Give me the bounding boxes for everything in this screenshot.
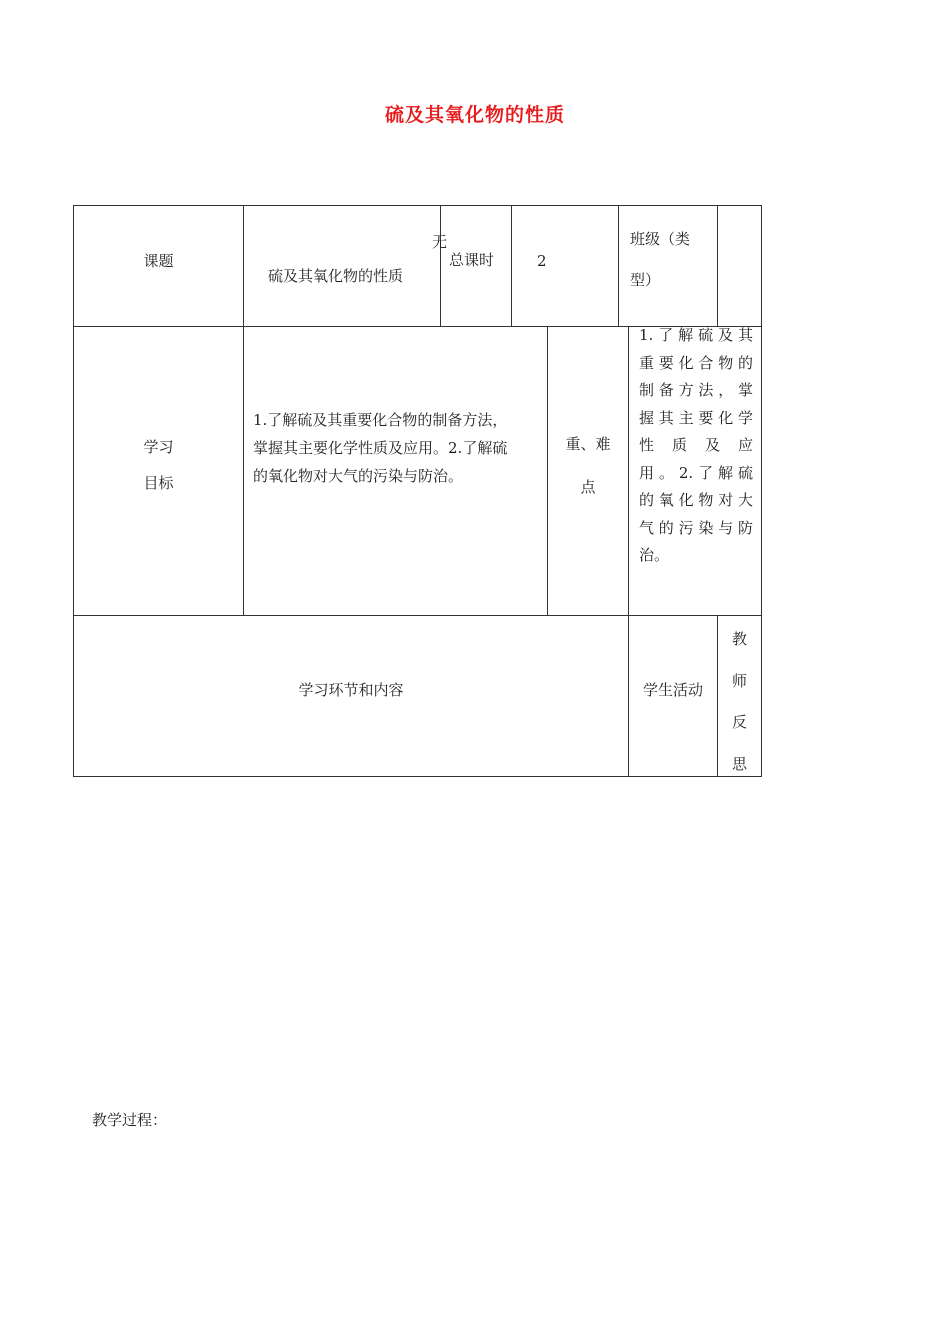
key-text-line: 性 质 及 应 bbox=[639, 436, 753, 454]
key-points-label-line2: 点 bbox=[580, 478, 596, 496]
table-border-right bbox=[761, 205, 762, 777]
key-text-line: 制备方法，掌 bbox=[639, 381, 753, 399]
reflection-char: 师 bbox=[731, 671, 747, 690]
column-separator bbox=[243, 205, 244, 327]
key-text-line: 重要化合物的 bbox=[639, 353, 753, 372]
key-text-line: 握其主要化学 bbox=[639, 408, 753, 427]
goal-text-line: 的氧化物对大气的污染与防治。 bbox=[253, 467, 464, 485]
key-text-line: 1.了解硫及其 bbox=[639, 326, 753, 344]
reflection-char: 思 bbox=[731, 754, 747, 773]
key-text-line: 气的污染与防 bbox=[639, 518, 753, 537]
topic-value: 硫及其氧化物的性质 bbox=[268, 267, 404, 285]
document-title: 硫及其氧化物的性质 bbox=[384, 104, 565, 126]
row-separator bbox=[73, 615, 762, 616]
goal-label-line2: 目标 bbox=[143, 474, 174, 492]
column-separator bbox=[440, 205, 441, 327]
goal-text bbox=[253, 406, 541, 490]
column-separator bbox=[547, 326, 548, 616]
column-separator bbox=[618, 205, 619, 327]
key-text-line: 用。2.了解硫 bbox=[639, 463, 753, 482]
hours-value: 2 bbox=[537, 252, 547, 270]
activity-label: 学生活动 bbox=[642, 681, 703, 699]
topic-label: 课题 bbox=[143, 252, 174, 270]
reflection-label bbox=[718, 619, 761, 785]
key-points-text bbox=[639, 322, 753, 570]
key-text-line: 治。 bbox=[639, 546, 670, 564]
none-mark: 无 bbox=[432, 233, 448, 251]
reflection-char: 教 bbox=[731, 630, 747, 648]
goal-label-line1: 学习 bbox=[143, 438, 174, 456]
content-label: 学习环节和内容 bbox=[298, 681, 404, 699]
column-separator bbox=[717, 205, 718, 327]
key-text-line: 的氧化物对大 bbox=[639, 491, 753, 509]
table-border-bottom bbox=[73, 776, 762, 777]
class-label-line1: 班级（类 bbox=[630, 230, 691, 248]
column-separator bbox=[511, 205, 512, 327]
column-separator bbox=[628, 326, 629, 616]
column-separator bbox=[243, 326, 244, 616]
teaching-process-label: 教学过程： bbox=[92, 1111, 168, 1129]
table-border-top bbox=[73, 205, 762, 206]
key-points-label-line1: 重、难 bbox=[565, 435, 611, 453]
class-label-line2: 型） bbox=[630, 271, 661, 289]
hours-label: 总课时 bbox=[449, 251, 495, 269]
goal-text-line: 掌握其主要化学性质及应用。2.了解硫 bbox=[253, 439, 508, 457]
reflection-char: 反 bbox=[731, 713, 747, 731]
goal-text-line: 1.了解硫及其重要化合物的制备方法， bbox=[253, 411, 508, 429]
